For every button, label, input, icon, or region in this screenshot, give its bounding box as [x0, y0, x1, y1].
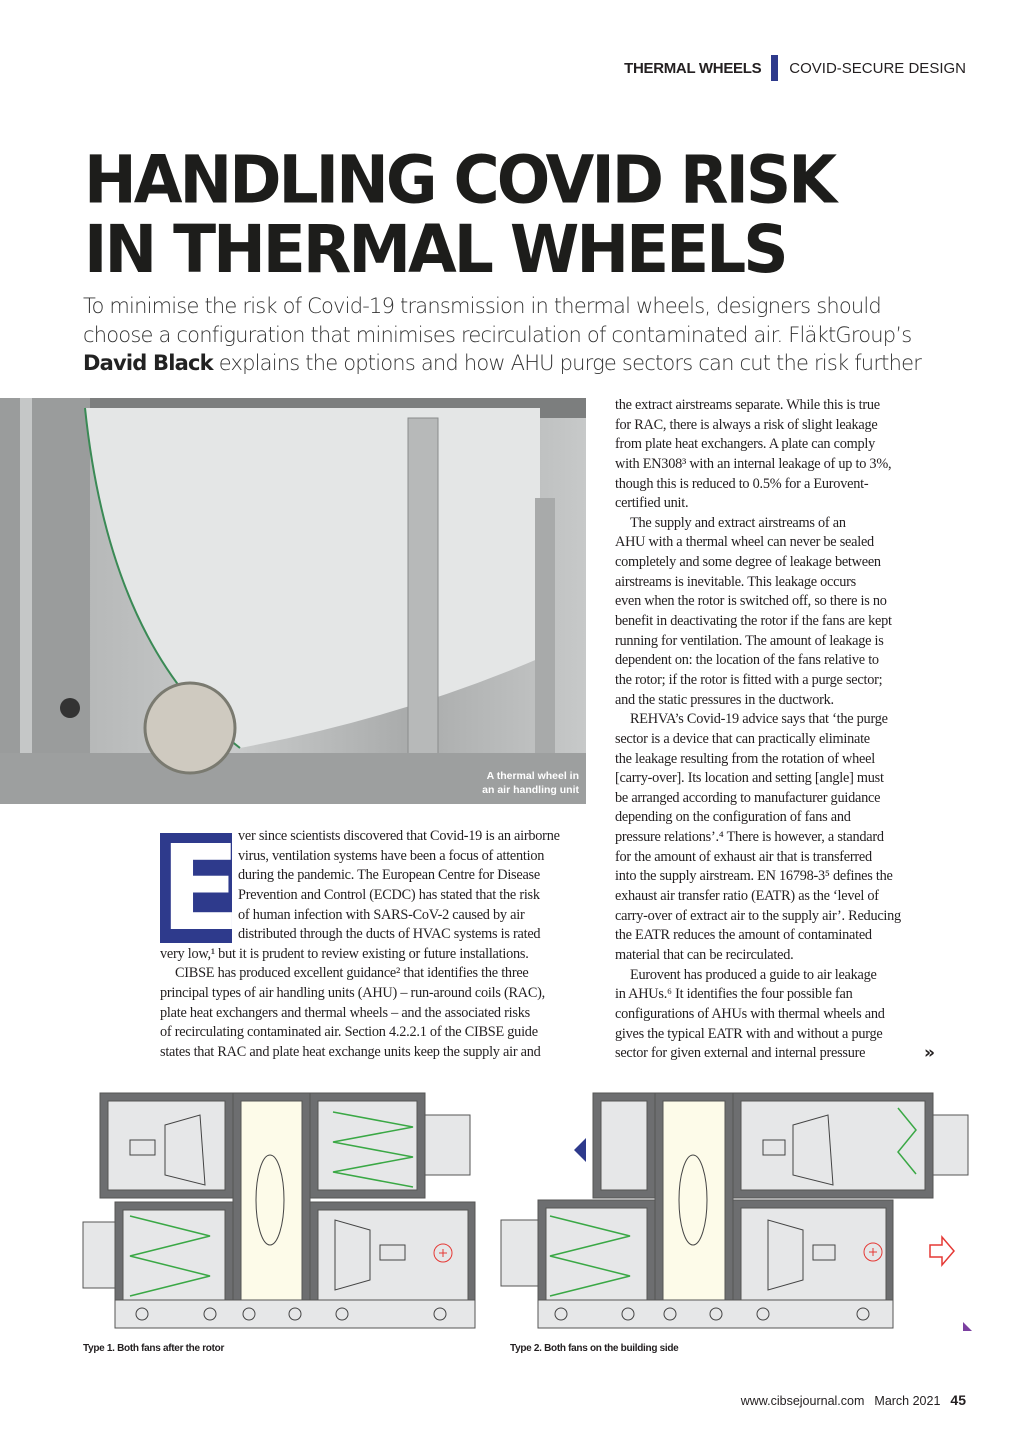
text-line: in AHUs.⁶ It identifies the four possible fan — [615, 986, 853, 1003]
figure-caption: Type 1. Both fans after the rotor — [83, 1343, 225, 1354]
text-line: dependent on: the location of the fans relative to — [615, 652, 879, 669]
thermal-wheel-photo — [0, 398, 586, 804]
text-line: completely and some degree of leakage between — [615, 554, 881, 571]
text-line: AHU with a thermal wheel can never be sealed — [615, 534, 874, 551]
text-line: distributed through the ducts of HVAC systems is rated — [238, 926, 541, 943]
page-number: 45 — [950, 1392, 966, 1408]
text-line: The supply and extract airstreams of an — [630, 514, 846, 531]
text-line: and the static pressures in the ductwork. — [615, 691, 834, 708]
header-divider — [771, 55, 778, 81]
triangle-marker — [963, 1322, 972, 1331]
text-line: for RAC, there is always a risk of slight leakage — [615, 416, 878, 433]
text-line: very low,¹ but it is prudent to review existing or future installations. — [160, 945, 529, 962]
text-line: principal types of air handling units (AHU) – run-around coils (RAC), — [160, 985, 545, 1002]
text-line: of recirculating contaminated air. Section 4.2.2.1 of the CIBSE guide — [160, 1024, 538, 1041]
text-line: even when the rotor is switched off, so there is no — [615, 593, 887, 610]
text-line: ver since scientists discovered that Covid-19 is an airborne — [238, 828, 560, 844]
text-line: carry-over of extract air to the supply air’. Reducing — [615, 907, 901, 924]
text-line: the leakage resulting from the rotation of wheel — [615, 750, 875, 767]
text-line: sector for given external and internal pressure — [615, 1045, 866, 1062]
body-column-left — [160, 819, 560, 1063]
text-line: the extract airstreams separate. While this is true — [615, 397, 880, 413]
topic-label: COVID-SECURE DESIGN — [789, 59, 966, 77]
footer-date: March 2021 — [874, 1394, 941, 1408]
text-line: CIBSE has produced excellent guidance² that identifies the three — [175, 965, 529, 982]
text-line: configurations of AHUs with thermal wheels and — [615, 1005, 885, 1022]
standfirst-text: To minimise the risk of Covid-19 transmission in thermal wheels, designers should choose a configuration that minimises recirculation of contaminated air. FläktGroup’s — [83, 294, 912, 347]
text-line: running for ventilation. The amount of leakage is — [615, 632, 884, 649]
text-line: Prevention and Control (ECDC) has stated that the risk — [238, 886, 540, 903]
text-line: with EN308³ with an internal leakage of up to 3%, — [615, 455, 892, 472]
section-label: THERMAL WHEELS — [624, 59, 762, 77]
text-line: certified unit. — [615, 495, 689, 512]
footer — [741, 1392, 966, 1408]
text-line: into the supply airstream. EN 16798-3⁵ defines the — [615, 868, 893, 885]
figure-caption: Type 2. Both fans on the building side — [510, 1343, 679, 1354]
text-line: airstreams is inevitable. This leakage occurs — [615, 573, 856, 590]
continue-icon: » — [924, 1043, 935, 1063]
text-line: virus, ventilation systems have been a focus of attention — [238, 847, 545, 864]
caption-line: an air handling unit — [482, 784, 579, 796]
footer-url[interactable]: www.cibsejournal.com — [740, 1394, 865, 1408]
type1-ahu-diagram — [80, 1090, 480, 1332]
caption-line: A thermal wheel in — [486, 770, 579, 782]
standfirst-text: explains the options and how AHU purge sectors can cut the risk further — [212, 351, 922, 375]
text-line: states that RAC and plate heat exchange units keep the supply air and — [160, 1044, 541, 1061]
text-line: the rotor; if the rotor is fitted with a purge sector; — [615, 671, 883, 688]
photo-caption — [482, 769, 579, 797]
text-line: exhaust air transfer ratio (EATR) as the ‘level of — [615, 888, 879, 905]
photo-illustration — [0, 398, 586, 804]
headline-line: HANDLING COVID RISK — [84, 141, 835, 219]
text-line: of human infection with SARS-CoV-2 caused by air — [238, 906, 525, 923]
text-line: benefit in deactivating the rotor if the fans are kept — [615, 613, 892, 630]
right-arrow-icon — [930, 1237, 954, 1265]
text-line: depending on the configuration of fans and — [615, 809, 851, 826]
running-header — [624, 55, 966, 81]
text-line: plate heat exchangers and thermal wheels – and the associated risks — [160, 1004, 530, 1021]
text-line: gives the typical EATR with and without a purge — [615, 1025, 883, 1042]
text-line: for the amount of exhaust air that is transferred — [615, 848, 872, 865]
text-line: the EATR reduces the amount of contaminated — [615, 927, 872, 944]
type2-ahu-diagram — [498, 1090, 978, 1332]
text-line: REHVA’s Covid-19 advice says that ‘the purge — [630, 711, 888, 728]
standfirst — [83, 292, 943, 378]
drop-cap: E — [160, 819, 241, 957]
text-line: Eurovent has produced a guide to air leakage — [630, 966, 877, 983]
text-line: be arranged according to manufacturer guidance — [615, 789, 881, 806]
text-line: from plate heat exchangers. A plate can comply — [615, 436, 876, 453]
body-column-right — [615, 396, 901, 1064]
text-line: though this is reduced to 0.5% for a Eurovent- — [615, 475, 869, 492]
headline — [84, 141, 835, 288]
text-line: during the pandemic. The European Centre for Disease — [238, 867, 540, 884]
text-line: material that can be recirculated. — [615, 946, 794, 963]
text-line: pressure relations’.⁴ There is however, a standard — [615, 829, 884, 846]
author-name: David Black — [83, 351, 213, 375]
headline-line: IN THERMAL WHEELS — [84, 211, 786, 288]
text-line: sector is a device that can practically eliminate — [615, 730, 870, 747]
text-line: [carry-over]. Its location and setting [angle] must — [615, 770, 884, 787]
